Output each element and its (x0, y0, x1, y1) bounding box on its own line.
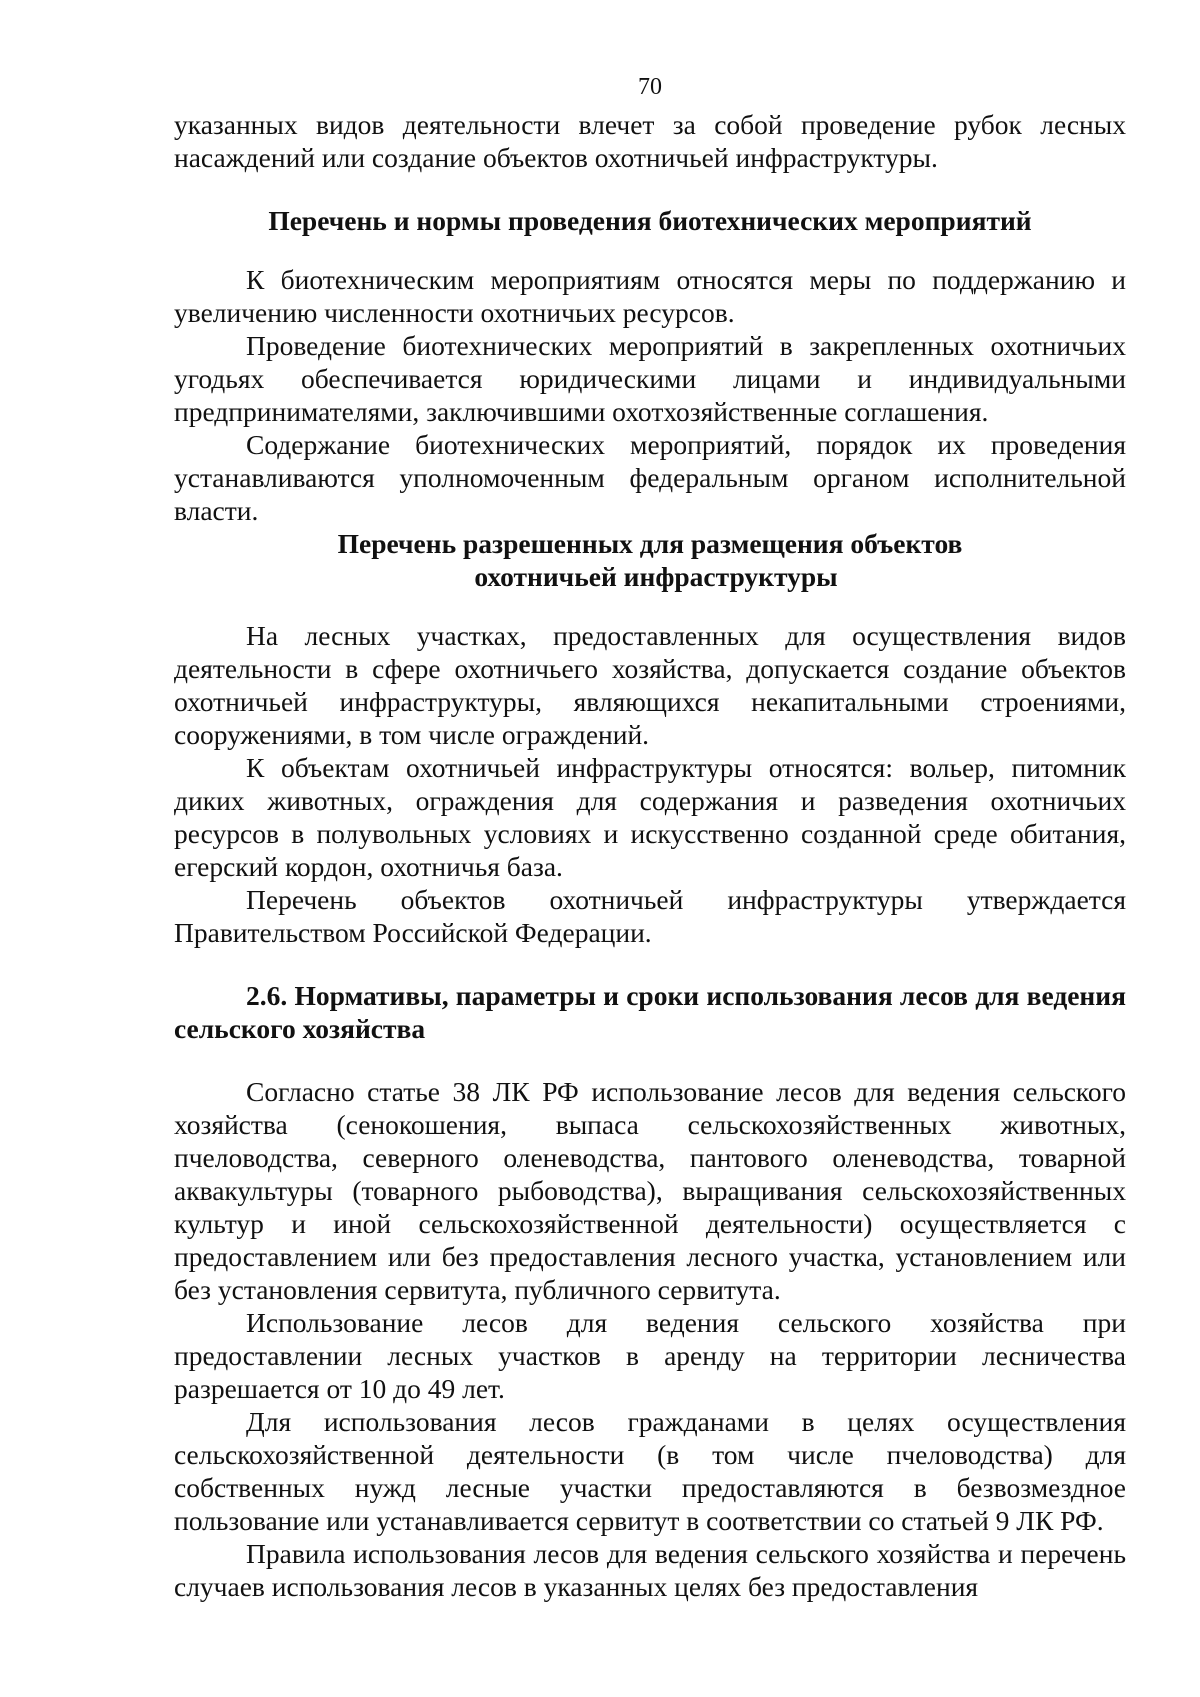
paragraph: Перечень объектов охотничьей инфраструктуры утверждается Правительством Российской Федерации. (174, 884, 1126, 948)
paragraph: Для использования лесов гражданами в целях осуществления сельскохозяйственной деятельности (в том числе пчеловодства) для собственных нужд лесные участки предоставляются в безвозмездное пользование или устанавливается сервитут в соответствии со статьей 9 ЛК РФ. (174, 1406, 1126, 1536)
heading-line: охотничьей инфраструктуры (474, 561, 838, 592)
paragraph: К биотехническим мероприятиям относятся меры по поддержанию и увеличению численности охотничьих ресурсов. (174, 264, 1126, 328)
page-content (174, 72, 1126, 1603)
section-heading-infrastructure (174, 527, 1126, 593)
paragraph: К объектам охотничьей инфраструктуры относятся: вольер, питомник диких животных, ограждения для содержания и разведения охотничьих ресурсов в полувольных условиях и искусственно созданной среде обитания, егерский кордон, охотничья база. (174, 752, 1126, 882)
paragraph: Использование лесов для ведения сельского хозяйства при предоставлении лесных участков в аренду на территории лесничества разрешается от 10 до 49 лет. (174, 1307, 1126, 1404)
page-number: 70 (638, 74, 662, 100)
paragraph: указанных видов деятельности влечет за собой проведение рубок лесных насаждений или создание объектов охотничьей инфраструктуры. (174, 109, 1126, 173)
paragraph: Согласно статье 38 ЛК РФ использование лесов для ведения сельского хозяйства (сенокошения, выпаса сельскохозяйственных животных, пчеловодства, северного оленеводства, пантового оленеводства, товарной аквакультуры (товарного рыбоводства), выращивания сельскохозяйственных культур и иной сельскохозяйственной деятельности) осуществляется с предоставлением или без предоставления лесного участка, установлением или без установления сервитута, публичного сервитута. (174, 1076, 1126, 1305)
paragraph: На лесных участках, предоставленных для осуществления видов деятельности в сфере охотничьего хозяйства, допускается создание объектов охотничьей инфраструктуры, являющихся некапитальными строениями, сооружениями, в том числе ограждений. (174, 620, 1126, 750)
paragraph: Правила использования лесов для ведения сельского хозяйства и перечень случаев использования лесов в указанных целях без предоставления (174, 1538, 1126, 1602)
section-heading-agriculture: 2.6. Нормативы, параметры и сроки использования лесов для ведения сельского хозяйства (174, 980, 1126, 1044)
section-heading-biotechnical: Перечень и нормы проведения биотехнических мероприятий (268, 205, 1032, 236)
paragraph: Проведение биотехнических мероприятий в закрепленных охотничьих угодьях обеспечивается юридическими лицами и индивидуальными предпринимателями, заключившими охотхозяйственные соглашения. (174, 330, 1126, 427)
paragraph: Содержание биотехнических мероприятий, порядок их проведения устанавливаются уполномоченным федеральным органом исполнительной власти. (174, 429, 1126, 526)
heading-line: Перечень разрешенных для размещения объектов (337, 528, 963, 559)
